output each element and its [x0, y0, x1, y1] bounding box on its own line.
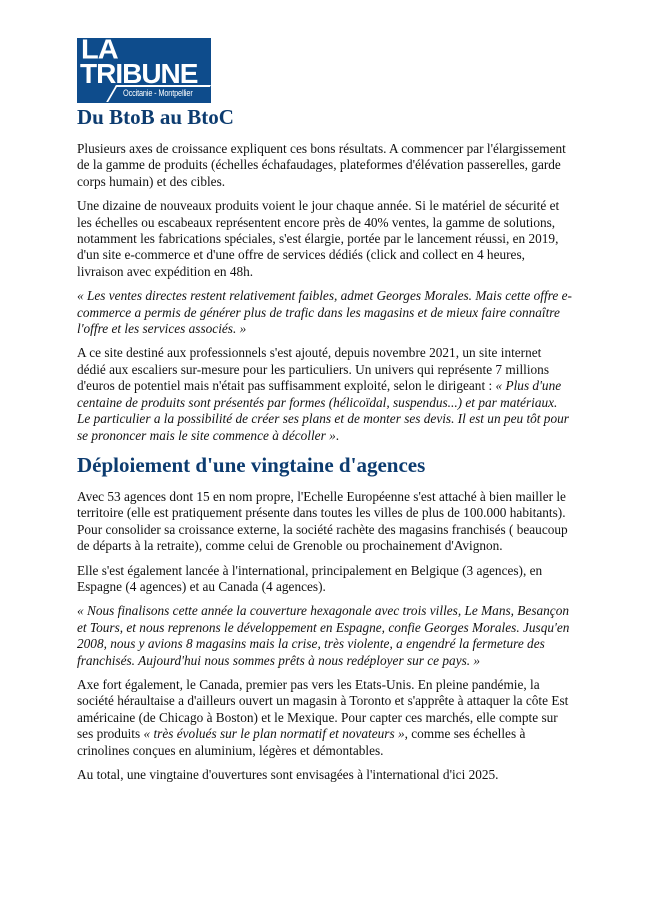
quote-paragraph: « Les ventes directes restent relativement faibles, admet Georges Morales. Mais cette offre e-commerce a permis de générer plus de trafic dans les magasins et de mieux faire connaître l'offre et les services associés. » — [77, 288, 572, 337]
paragraph-text: , comme ses échelles à crinolines conçues en aluminium, légères et démontables. — [77, 726, 526, 758]
paragraph: Plusieurs axes de croissance expliquent ces bons résultats. A commencer par l'élargissement de la gamme de produits (échelles échafaudages, plateformes d'élévation passerelles, garde corps humain) et des cibles. — [77, 141, 566, 189]
inline-quote: « Plus d'une centaine de produits sont présentés par formes (hélicoïdal, suspendus...) et par matériaux. Le particulier a la possibilité de créer ses plans et de monter ses devis. Il est un peu tôt pour se prononcer mais le site commence à décoller » — [77, 378, 569, 443]
paragraph-text: Axe fort également, le Canada, premier pas vers les Etats-Unis. En pleine pandémie, la société héraultaise a d'ailleurs ouvert un magasin à Toronto et s'apprête à attaquer la côte Est américaine (de Chicago à Boston) et le Mexique. Pour capter ces marchés, elle compte sur ses produits — [77, 676, 569, 742]
logo-line-tribune: TRIBUNE — [80, 58, 198, 89]
paragraph-text: A ce site destiné aux professionnels s'est ajouté, depuis novembre 2021, un site internet dédié aux escaliers sur-mesure pour les particuliers. Un univers qui représente 7 millions d'euros de potentiel mais n'était pas suffisamment exploité, selon le dirigeant : — [77, 345, 550, 394]
quote-paragraph: « Nous finalisons cette année la couverture hexagonale avec trois villes, Le Mans, Besançon et Tours, et nous reprenons le développement en Espagne, confie Georges Morales. Jusqu'en 2008, nous y avions 8 magasins mais la crise, très violente, a engendré la fermeture des franchisés. Aujourd'hui nous sommes prêts à nous redéployer sur ce pays. » — [77, 603, 570, 668]
section-title-deploiement: Déploiement d'une vingtaine d'agences — [77, 452, 426, 477]
logo-line-la: LA — [81, 38, 118, 66]
article — [77, 38, 572, 791]
paragraph: Elle s'est également lancée à l'international, principalement en Belgique (3 agences), en Espagne (4 agences) et au Canada (4 agences). — [77, 562, 543, 594]
inline-quote: « très évolués sur le plan normatif et novateurs » — [143, 726, 405, 742]
logo-subtitle: Occitanie - Montpellier — [123, 88, 193, 98]
section-title-btob-btoc: Du BtoB au BtoC — [77, 105, 234, 129]
paragraph-text: . — [335, 427, 340, 443]
la-tribune-logo — [77, 38, 211, 103]
paragraph: Avec 53 agences dont 15 en nom propre, l'Echelle Européenne s'est attaché à bien mailler le territoire (elle est pratiquement présente dans toutes les villes de plus de 100.000 habitants). Pour consolider sa croissance externe, la société rachète des magasins franchisés ( beaucoup de départs à la retraite), comme celui de Grenoble ou prochainement d'Avignon. — [77, 488, 568, 554]
paragraph: Au total, une vingtaine d'ouvertures sont envisagées à l'international d'ici 2025. — [77, 767, 499, 782]
paragraph: Une dizaine de nouveaux produits voient le jour chaque année. Si le matériel de sécurité et les échelles ou escabeaux représentent encore près de 40% ventes, la gamme de solutions, notamment les fabrications spéciales, s'est élargie, portée par le lancement réussi, en 2019, d'un site e-commerce et d'une offre de services dédiés (click and collect en 4 heures, livraison avec expédition en 48h. — [77, 198, 560, 279]
paragraph — [77, 345, 572, 443]
paragraph — [77, 677, 572, 759]
